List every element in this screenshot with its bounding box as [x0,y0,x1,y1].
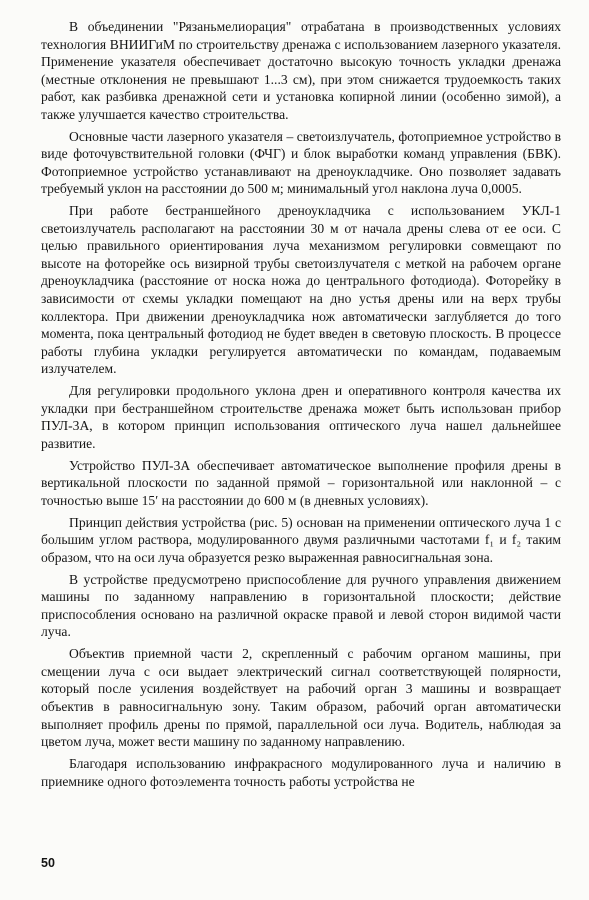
page-number: 50 [41,856,55,870]
paragraph-5: Устройство ПУЛ-3А обеспечивает автоматическое выполнение профиля дрены в вертикальной плоскости по заданной прямой – горизонтальной или наклонной – с точностью выше 15′ на расстоянии до 600 м (в дневных условиях). [41,457,561,508]
paragraph-2: Основные части лазерного указателя – светоизлучатель, фотоприемное устройство в виде фоточувствительной головки (ФЧГ) и блок выработки команд управления (БВК). Фотоприемное устройство устанавливают на дреноукладчике. Оно позволяет задавать требуемый уклон на расстоянии до 500 м; минимальный угол наклона луча 0,0005. [41,128,561,197]
body-text [41,18,561,790]
paragraph-1: В объединении "Рязаньмелиорация" отрабатана в производственных условиях технология ВНИИГиМ по строительству дренажа с использованием лазерного указателя. Применение указателя обеспечивает достаточно высокую точность укладки дренажа (местные отклонения не превышают 1...3 см), при этом снижается трудоемкость таких работ, как разбивка дренажной сети и установка копирной линии (особенно зимой), а также улучшается качество строительства. [41,19,561,122]
paragraph-9: Благодаря использованию инфракрасного модулированного луча и наличию в приемнике одного фотоэлемента точность работы устройства не [41,756,561,789]
paragraph-3: При работе бестраншейного дреноукладчика с использованием УКЛ-1 светоизлучатель располагают на расстоянии 30 м от начала дрены слева от ее оси. С целью правильного ориентирования луча механизмом регулировки совмещают по высоте на фоторейке ось визирной трубы светоизлучателя с меткой на рабочем органе дреноукладчика (расстояние от носка ножа до центрального фотодиода). Фоторейку в зависимости от схемы укладки помещают на дно устья дрены или на верх трубы коллектора. При движении дреноукладчика нож автоматически заглубляется до того момента, пока центральный фотодиод не будет введен в световую плоскость. В процессе работы глубина укладки регулируется автоматически по командам, подаваемым излучателем. [41,203,561,377]
paragraph-4: Для регулировки продольного уклона дрен и оперативного контроля качества их укладки при бестраншейном строительстве дренажа может быть использован прибор ПУЛ-3А, в котором принцип использования оптического луча нашел дальнейшее развитие. [41,383,561,451]
paragraph-6: Принцип действия устройства (рис. 5) основан на применении оптического луча 1 с большим углом раствора, модулированного двумя различными частотами f₁ и f₂ таким образом, что на оси луча образуется резко выраженная равносигнальная зона. [41,514,561,565]
paragraph-8: Объектив приемной части 2, скрепленный с рабочим органом машины, при смещении луча с оси выдает электрический сигнал соответствующей полярности, который после усиления воздействует на рабочий орган 3 машины и возвращает объектив в равносигнальную зону. Таким образом, рабочий орган автоматически выполняет профиль дрены по прямой, параллельной оси луча. Водитель, наблюдая за цветом луча, может вести машину по заданному направлению. [41,646,561,750]
paragraph-7: В устройстве предусмотрено приспособление для ручного управления движением машины по заданному направлению в горизонтальной плоскости; действие приспособления основано на различной окраске правой и левой сторон видимой части луча. [41,571,561,640]
